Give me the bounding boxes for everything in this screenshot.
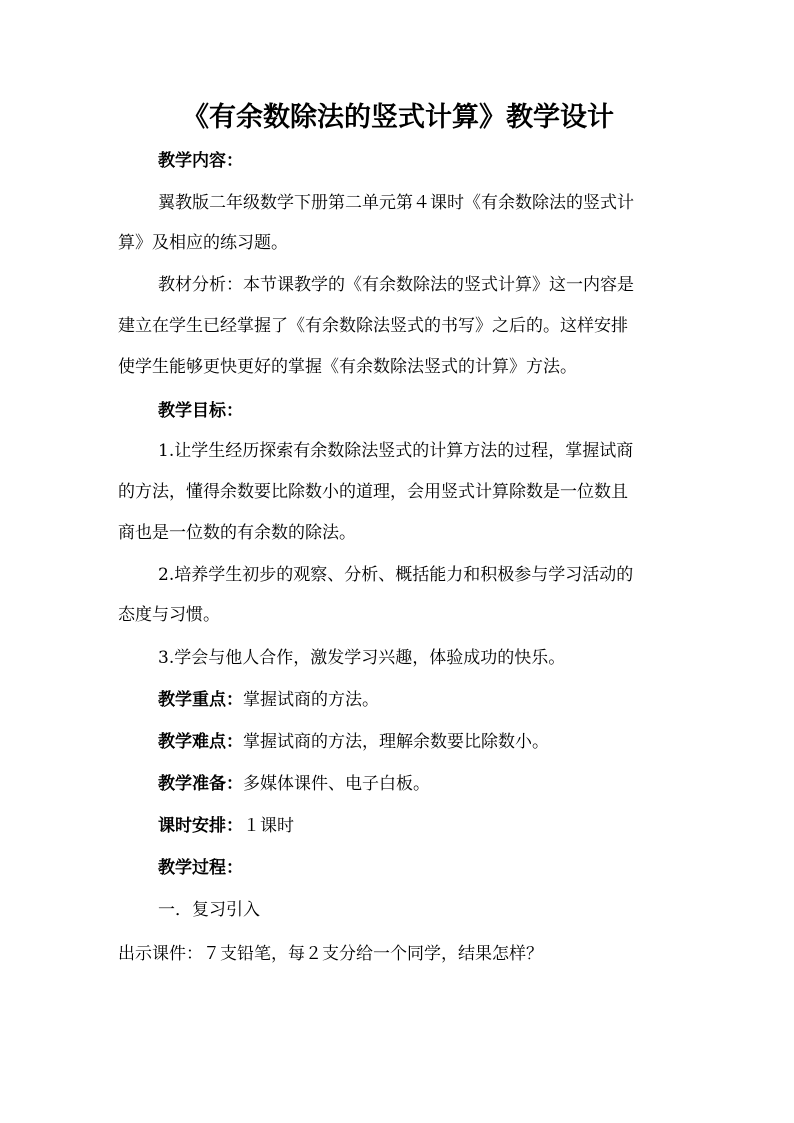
difficulty-row: [158, 729, 678, 755]
goal-3-line-1: 3.学会与他人合作，激发学习兴趣，体验成功的快乐。: [158, 648, 566, 668]
goal-2-line-2: 态度与习惯。: [118, 605, 220, 625]
teaching-content-line-2: 算》及相应的练习题。: [118, 233, 288, 253]
goal-1-line-3: 商也是一位数的有余数的除法。: [118, 523, 356, 543]
process-step-1-title: 一．复习引入: [158, 900, 260, 920]
schedule-row: [158, 813, 678, 839]
analysis-line-3: 使学生能够更快更好的掌握《有余数除法竖式的计算》方法。: [118, 357, 577, 377]
teaching-goals-heading: 教学目标：: [158, 401, 243, 421]
goal-1-line-1: 1.让学生经历探索有余数除法竖式的计算方法的过程，掌握试商: [158, 441, 634, 461]
goal-1-line-2: 的方法，懂得余数要比除数小的道理，会用竖式计算除数是一位数且: [118, 482, 628, 502]
teaching-content-line-1: 翼教版二年级数学下册第二单元第４课时《有余数除法的竖式计: [158, 193, 634, 213]
analysis-line-2: 建立在学生已经掌握了《有余数除法竖式的书写》之后的。这样安排: [118, 316, 628, 336]
teaching-process-heading: 教学过程：: [158, 858, 243, 878]
schedule-text: １课时: [243, 816, 294, 836]
process-step-1-text: 出示课件：７支铅笔，每２支分给一个同学，结果怎样？: [118, 944, 543, 964]
schedule-label: 课时安排：: [158, 816, 243, 836]
document-title: 《有余数除法的竖式计算》教学设计: [182, 102, 614, 133]
difficulty-text: 掌握试商的方法，理解余数要比除数小。: [243, 732, 549, 752]
key-point-row: [158, 687, 678, 713]
analysis-line-1: 教材分析：本节课教学的《有余数除法的竖式计算》这一内容是: [158, 275, 634, 295]
preparation-label: 教学准备：: [158, 774, 243, 794]
difficulty-label: 教学难点：: [158, 732, 243, 752]
goal-2-line-1: 2.培养学生初步的观察、分析、概括能力和积极参与学习活动的: [158, 565, 634, 585]
key-point-label: 教学重点：: [158, 690, 243, 710]
teaching-content-heading: 教学内容：: [158, 151, 243, 171]
key-point-text: 掌握试商的方法。: [243, 690, 379, 710]
preparation-text: 多媒体课件、电子白板。: [243, 774, 430, 794]
preparation-row: [158, 771, 678, 797]
